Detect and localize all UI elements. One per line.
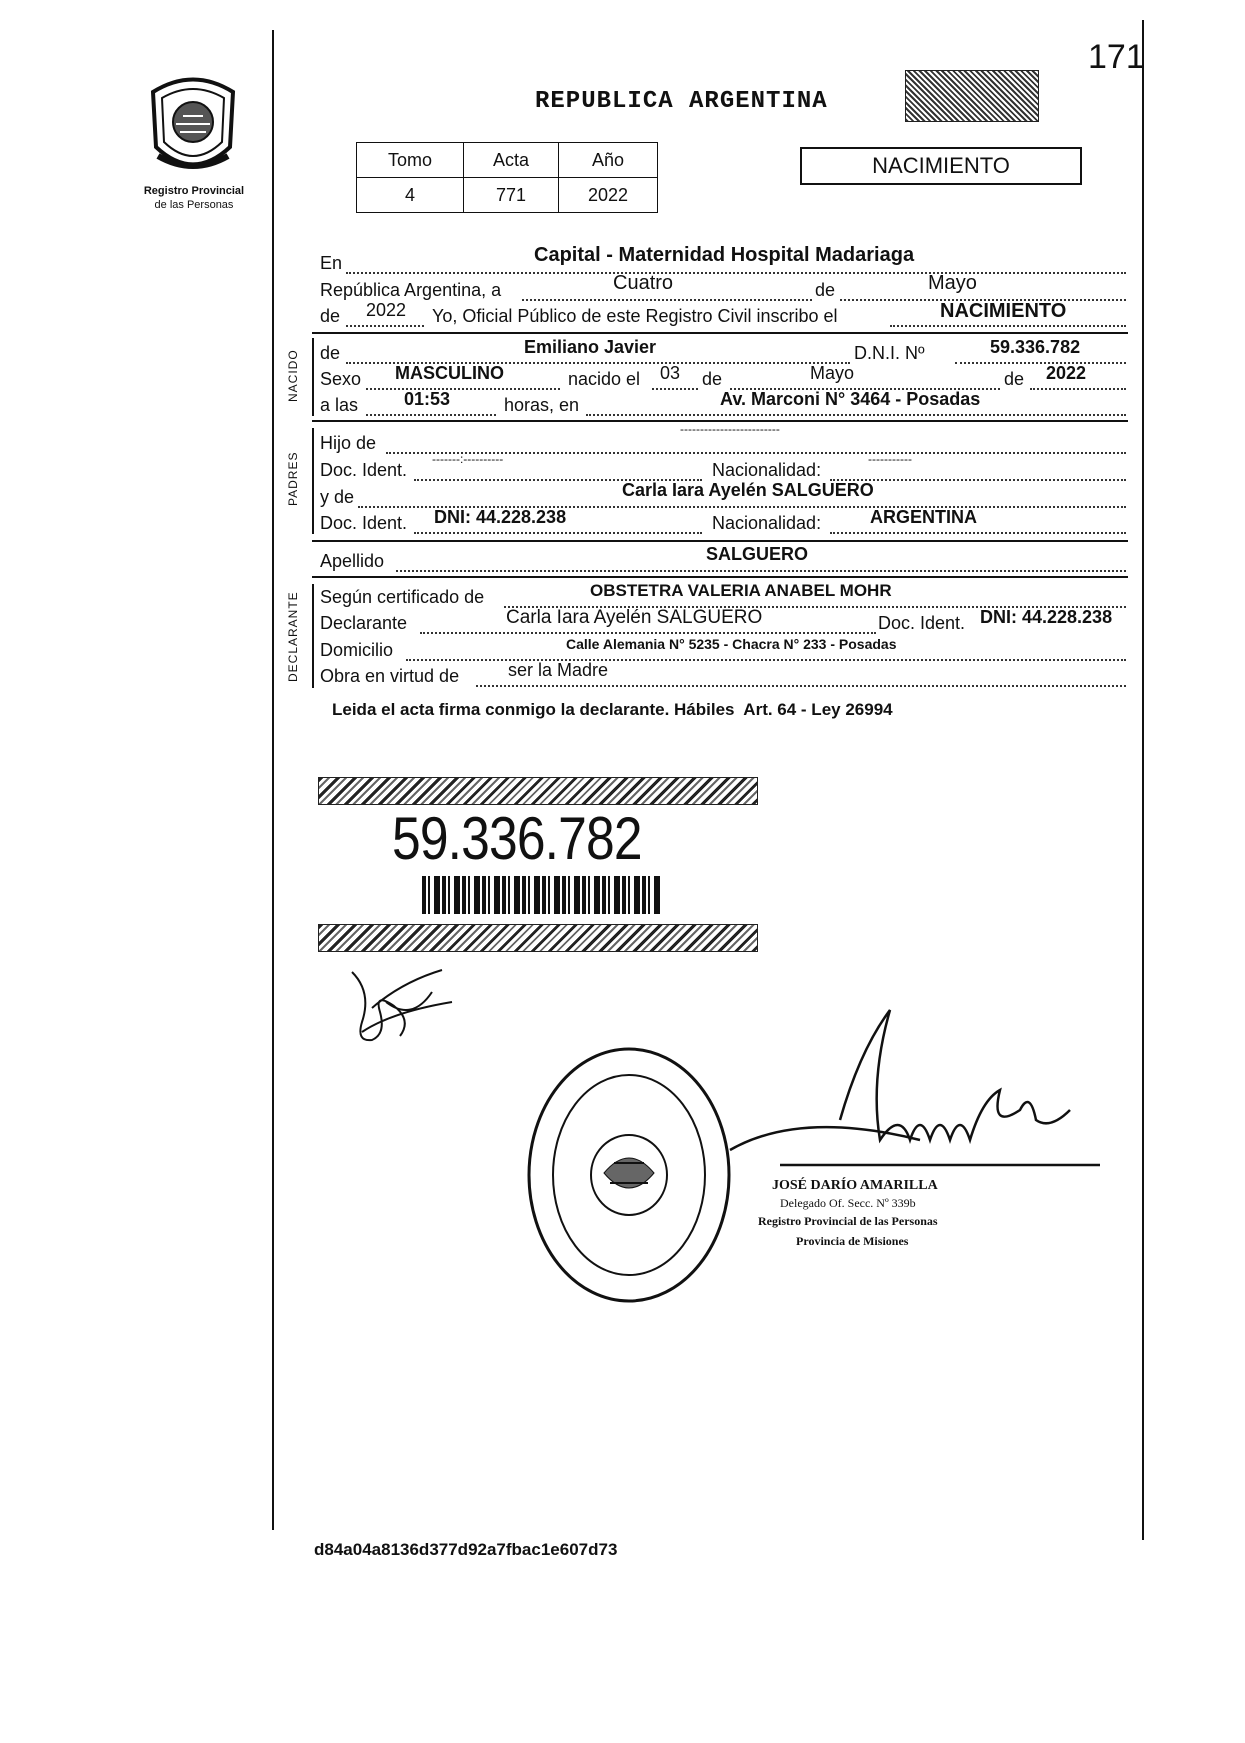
nacido-de-label: de — [702, 369, 723, 389]
nacido-el-label: nacido el — [568, 369, 641, 389]
year-value: 2022 — [366, 300, 407, 320]
nacido-mes-value: Mayo — [810, 363, 855, 383]
madre-value: Carla Iara Ayelén SALGUERO — [622, 480, 874, 500]
hijo-de-label: Hijo de — [320, 433, 377, 453]
barcode-bottom-band — [318, 924, 758, 952]
section-divider-4 — [312, 576, 1128, 578]
sexo-label: Sexo — [320, 369, 362, 389]
declarante-value: Carla Iara Ayelén SALGUERO — [506, 607, 763, 628]
table-cell-anio: 2022 — [559, 178, 658, 213]
table-header-acta: Acta — [464, 143, 559, 178]
nacido-bracket — [312, 338, 314, 416]
en-dotted-line — [346, 272, 1126, 274]
act-dotted-line — [890, 325, 1126, 327]
barcode-bars — [422, 876, 662, 914]
nacido-anio-value: 2022 — [1046, 363, 1087, 383]
de-label-2: de — [320, 306, 341, 326]
domicilio-label: Domicilio — [320, 640, 394, 660]
lugar-dotted-line — [586, 414, 1126, 416]
obra-dotted-line — [476, 685, 1126, 687]
declarante-section-label: DECLARANTE — [286, 591, 300, 682]
declarante-doc-label: Doc. Ident. — [878, 613, 966, 633]
doc-madre-dotted — [414, 532, 702, 534]
dni-value: 59.336.782 — [990, 337, 1081, 357]
barcode-number: 59.336.782 — [392, 805, 642, 872]
provincial-seal-logo — [138, 72, 248, 180]
nombre-label: de — [320, 343, 341, 363]
republica-label: República Argentina, a — [320, 280, 502, 300]
act-type-box: NACIMIENTO — [800, 147, 1082, 185]
nacionalidad-padre-label: Nacionalidad: — [712, 460, 822, 480]
dni-label: D.N.I. Nº — [854, 343, 925, 363]
horas-en-label: horas, en — [504, 395, 580, 415]
hijo-de-value: ------------------------- — [680, 422, 780, 436]
padres-section-label: PADRES — [286, 451, 300, 506]
official-line-3: Provincia de Misiones — [796, 1234, 909, 1248]
table-header-tomo: Tomo — [357, 143, 464, 178]
nacido-dia-value: 03 — [660, 363, 681, 383]
nacido-section-label: NACIDO — [286, 349, 300, 402]
en-label: En — [320, 253, 343, 273]
en-value: Capital - Maternidad Hospital Madariaga — [534, 244, 915, 266]
sexo-dotted-line — [366, 388, 560, 390]
official-line-2: Registro Provincial de las Personas — [758, 1214, 938, 1228]
barcode-top-band — [318, 777, 758, 805]
domicilio-value: Calle Alemania N° 5235 - Chacra N° 233 - Posadas — [566, 636, 897, 652]
nacido-anio-dotted — [1030, 388, 1126, 390]
nacionalidad-padre-dotted — [830, 479, 1126, 481]
page-number: 171 — [1088, 38, 1145, 76]
section-divider-3 — [312, 540, 1128, 542]
doc-ident-padre-label: Doc. Ident. — [320, 460, 408, 480]
left-margin-line — [272, 30, 274, 1530]
official-line-1: Delegado Of. Secc. Nº 339b — [780, 1196, 916, 1210]
logo-caption-line-2: de las Personas — [154, 199, 234, 211]
y-de-label: y de — [320, 487, 355, 507]
closing-text: Leida el acta firma conmigo la declarante. Hábiles Art. 64 - Ley 26994 — [332, 700, 893, 719]
month-word: Mayo — [928, 272, 977, 294]
registry-table — [356, 142, 658, 213]
nacionalidad-madre-label: Nacionalidad: — [712, 513, 822, 533]
certificado-value: OBSTETRA VALERIA ANABEL MOHR — [590, 581, 892, 600]
nacionalidad-madre-value: ARGENTINA — [870, 507, 977, 527]
right-margin-line — [1142, 20, 1144, 1540]
sexo-value: MASCULINO — [395, 363, 504, 383]
obra-label: Obra en virtud de — [320, 666, 460, 686]
table-cell-acta: 771 — [464, 178, 559, 213]
lugar-value: Av. Marconi N° 3464 - Posadas — [720, 389, 981, 409]
declarant-signature — [342, 962, 462, 1052]
security-stamp — [905, 70, 1039, 122]
official-round-seal — [524, 1043, 734, 1307]
apellido-dotted-line — [396, 570, 1126, 572]
nacido-dia-dotted — [652, 388, 698, 390]
document-hash: d84a04a8136d377d92a7fbac1e607d73 — [314, 1540, 618, 1559]
act-value: NACIMIENTO — [940, 300, 1067, 322]
section-divider-1 — [312, 332, 1128, 334]
doc-ident-madre-label: Doc. Ident. — [320, 513, 408, 533]
de-label: de — [815, 280, 836, 300]
day-word: Cuatro — [613, 272, 674, 294]
official-name: JOSÉ DARÍO AMARILLA — [772, 1178, 938, 1193]
oficial-text: Yo, Oficial Público de este Registro Civil inscribo el — [432, 306, 838, 326]
declarante-bracket — [312, 584, 314, 688]
apellido-label: Apellido — [320, 551, 385, 571]
nacido-de-label-2: de — [1004, 369, 1025, 389]
nacionalidad-padre-value: ----------- — [868, 452, 912, 466]
doc-ident-madre-value: DNI: 44.228.238 — [434, 507, 567, 527]
table-cell-tomo: 4 — [357, 178, 464, 213]
official-signature — [720, 990, 1100, 1200]
declarante-label: Declarante — [320, 613, 408, 633]
document-title: REPUBLICA ARGENTINA — [535, 88, 828, 115]
certificado-label: Según certificado de — [320, 587, 485, 607]
padres-bracket — [312, 428, 314, 534]
a-las-label: a las — [320, 395, 359, 415]
hora-dotted-line — [366, 414, 496, 416]
obra-value: ser la Madre — [508, 660, 609, 680]
anio-dotted-line — [346, 325, 424, 327]
dia-dotted-line — [522, 299, 812, 301]
hora-value: 01:53 — [404, 389, 451, 409]
declarante-dotted-line — [420, 632, 876, 634]
dni-dotted-line — [955, 362, 1126, 364]
nacionalidad-madre-dotted — [830, 532, 1126, 534]
doc-ident-padre-value: -------:---------- — [432, 452, 504, 466]
table-header-anio: Año — [559, 143, 658, 178]
apellido-value: SALGUERO — [706, 544, 809, 564]
logo-caption-line-1: Registro Provincial — [143, 185, 245, 197]
nombre-value: Emiliano Javier — [524, 337, 657, 357]
declarante-doc-value: DNI: 44.228.238 — [980, 607, 1113, 627]
